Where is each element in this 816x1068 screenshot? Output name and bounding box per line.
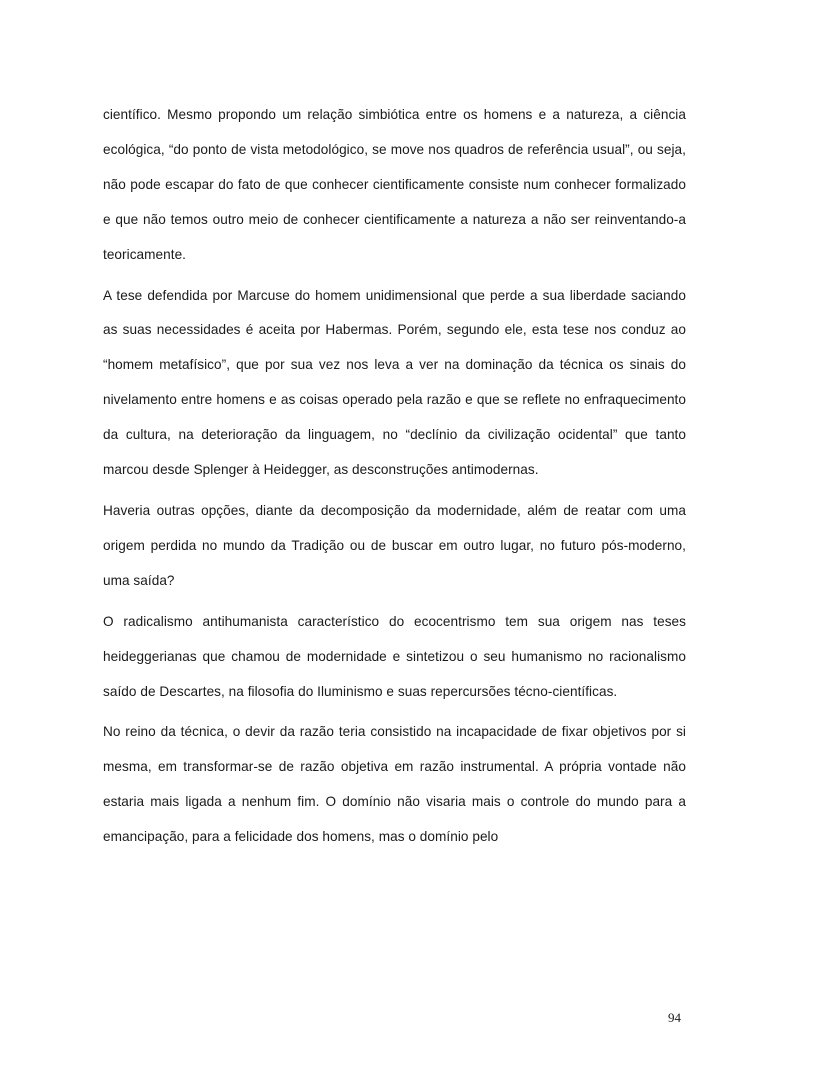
page-number: 94 — [668, 1010, 681, 1025]
document-body — [103, 98, 686, 861]
paragraph: Haveria outras opções, diante da decomposição da modernidade, além de reatar com uma origem perdida no mundo da Tradição ou de buscar em outro lugar, no futuro pós-moderno, uma saída? — [103, 502, 686, 588]
paragraph: O radicalismo antihumanista característico do ecocentrismo tem sua origem nas teses heideggerianas que chamou de modernidade e sintetizou o seu humanismo no racionalismo saído de Descartes, na filosofia do Iluminismo e suas repercursões técno-científicas. — [103, 613, 686, 699]
paragraph: No reino da técnica, o devir da razão teria consistido na incapacidade de fixar objetivos por si mesma, em transformar-se de razão objetiva em razão instrumental. A própria vontade não estaria mais ligada a nenhum fim. O domínio não visaria mais o controle do mundo para a emancipação, para a felicidade dos homens, mas o domínio pelo — [103, 724, 686, 845]
paragraph: científico. Mesmo propondo um relação simbiótica entre os homens e a natureza, a ciência ecológica, “do ponto de vista metodológico, se move nos quadros de referência usual”, ou seja, não pode escapar do fato de que conhecer cientificamente consiste num conhecer formalizado e que não temos outro meio de conhecer cientificamente a natureza a não ser reinventando-a teoricamente. — [103, 107, 686, 262]
paragraph: A tese defendida por Marcuse do homem unidimensional que perde a sua liberdade saciando as suas necessidades é aceita por Habermas. Porém, segundo ele, esta tese nos conduz ao “homem metafísico”, que por sua vez nos leva a ver na dominação da técnica os sinais do nivelamento entre homens e as coisas operado pela razão e que se reflete no enfraquecimento da cultura, na deterioração da linguagem, no “declínio da civilização ocidental” que tanto marcou desde Splenger à Heidegger, as desconstruções antimodernas. — [103, 287, 686, 478]
